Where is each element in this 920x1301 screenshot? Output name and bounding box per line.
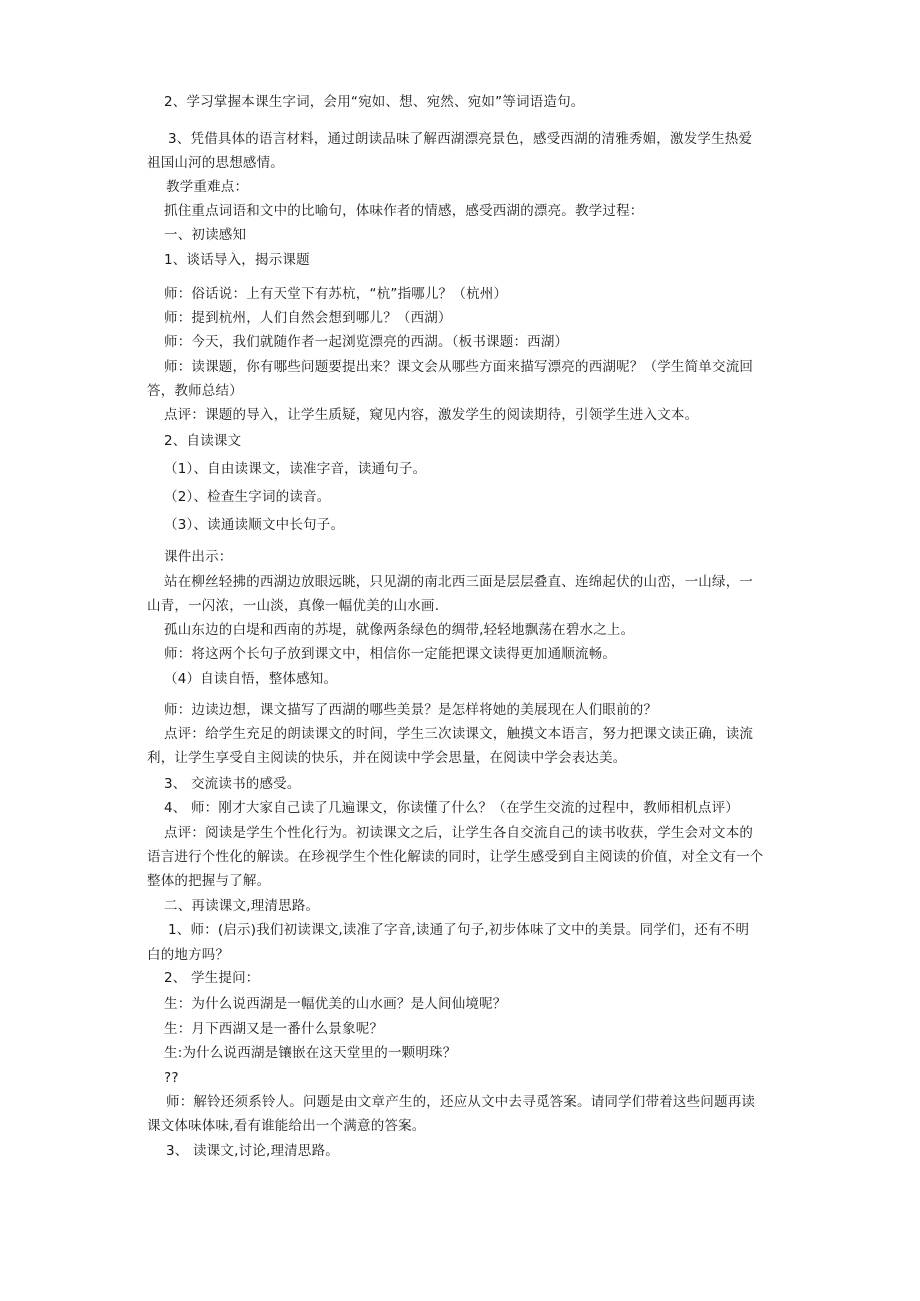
text-line: 生：为什么说西湖是一幅优美的山水画？是人间仙境呢？: [164, 996, 507, 1012]
text-line: 教学重难点：: [166, 179, 249, 195]
text-line: （2）、检查生字词的读音。: [164, 489, 331, 505]
text-line: （4）自读自悟，整体感知。: [164, 671, 338, 687]
text-line: 抓住重点词语和文中的比喻句，体味作者的情感，感受西湖的漂亮。教学过程：: [164, 203, 644, 219]
text-line: 利，让学生享受自主阅读的快乐，并在阅读中学会思量，在阅读中学会表达美。: [147, 750, 627, 766]
text-line: （3）、读通读顺文中长句子。: [164, 517, 345, 533]
text-line: 点评：给学生充足的朗读课文的时间，学生三次读课文，触摸文本语言，努力把课文读正确，读流: [164, 726, 754, 742]
text-line: 3、 读课文,讨论,理清思路。: [166, 1143, 339, 1159]
text-line: 整体的把握与了解。: [147, 873, 271, 889]
text-line: 白的地方吗？: [147, 947, 230, 963]
text-line: 1、师：(启示)我们初读课文,读准了字音,读通了句子,初步体味了文中的美景。同学们，还有不明: [168, 922, 750, 938]
text-line: 师：今天，我们就随作者一起浏览漂亮的西湖。（板书课题：西湖）: [164, 334, 569, 350]
text-line: 2、自读课文: [164, 433, 242, 449]
text-line: 3、凭借具体的语言材料，通过朗读品味了解西湖漂亮景色，感受西湖的清雅秀媚，激发学生热爱: [168, 131, 753, 147]
text-line: 二、再读课文,理清思路。: [164, 898, 320, 914]
text-line: 3、 交流读书的感受。: [164, 776, 301, 792]
text-line: 祖国山河的思想感情。: [147, 155, 284, 171]
text-line: 师：解铃还须系铃人。问题是由文章产生的，还应从文中去寻觅答案。请同学们带着这些问题再读: [166, 1094, 756, 1110]
text-line: 点评：阅读是学生个性化行为。初读课文之后，让学生各自交流自己的读书收获，学生会对文本的: [164, 825, 754, 841]
text-line: 课件出示：: [164, 549, 233, 565]
text-line: 生:为什么说西湖是镶嵌在这天堂里的一颗明珠？: [164, 1045, 457, 1061]
text-line: 2、 学生提问：: [164, 970, 260, 986]
text-line: 站在柳丝轻拂的西湖边放眼远眺，只见湖的南北西三面是层层叠直、连绵起伏的山峦，一山绿，一: [164, 574, 754, 590]
text-line: 4、 师：刚才大家自己读了几遍课文，你读懂了什么？（在学生交流的过程中，教师相机点评）: [164, 800, 739, 816]
text-line: 孤山东边的白堤和西南的苏堤，就像两条绿色的绸带,轻轻地飘荡在碧水之上。: [164, 622, 635, 638]
text-line: ??: [164, 1070, 179, 1086]
text-line: 师：提到杭州，人们自然会想到哪儿？（西湖）: [164, 310, 452, 326]
text-line: 山青，一闪浓，一山淡，真像一幅优美的山水画.: [147, 598, 440, 614]
text-line: 1、谈话导入，揭示课题: [164, 252, 310, 268]
text-line: （1）、自由读课文，读准字音，读通句子。: [164, 461, 427, 477]
text-line: 师：边读边想，课文描写了西湖的哪些美景？是怎样将她的美展现在人们眼前的？: [164, 702, 658, 718]
text-line: 课文体味体味,看有谁能给出一个满意的答案。: [147, 1118, 426, 1134]
text-line: 师：读课题，你有哪些问题要提出来？课文会从哪些方面来描写漂亮的西湖呢？（学生简单交流回: [164, 359, 754, 375]
text-line: 语言进行个性化的解读。在珍视学生个性化解读的同时，让学生感受到自主阅读的价值，对全文有一个: [147, 849, 764, 865]
text-line: 师：俗话说：上有天堂下有苏杭，“杭”指哪儿？（杭州）: [164, 286, 508, 302]
text-line: 生：月下西湖又是一番什么景象呢？: [164, 1021, 384, 1037]
text-line: 答，教师总结）: [147, 383, 243, 399]
text-line: 点评：课题的导入，让学生质疑，窥见内容，激发学生的阅读期待，引领学生进入文本。: [164, 407, 699, 423]
text-line: 2、学习掌握本课生字词，会用“宛如、想、宛然、宛如”等词语造句。: [164, 94, 585, 110]
text-line: 一、初读感知: [164, 227, 247, 243]
text-line: 师：将这两个长句子放到课文中，相信你一定能把课文读得更加通顺流畅。: [164, 646, 617, 662]
